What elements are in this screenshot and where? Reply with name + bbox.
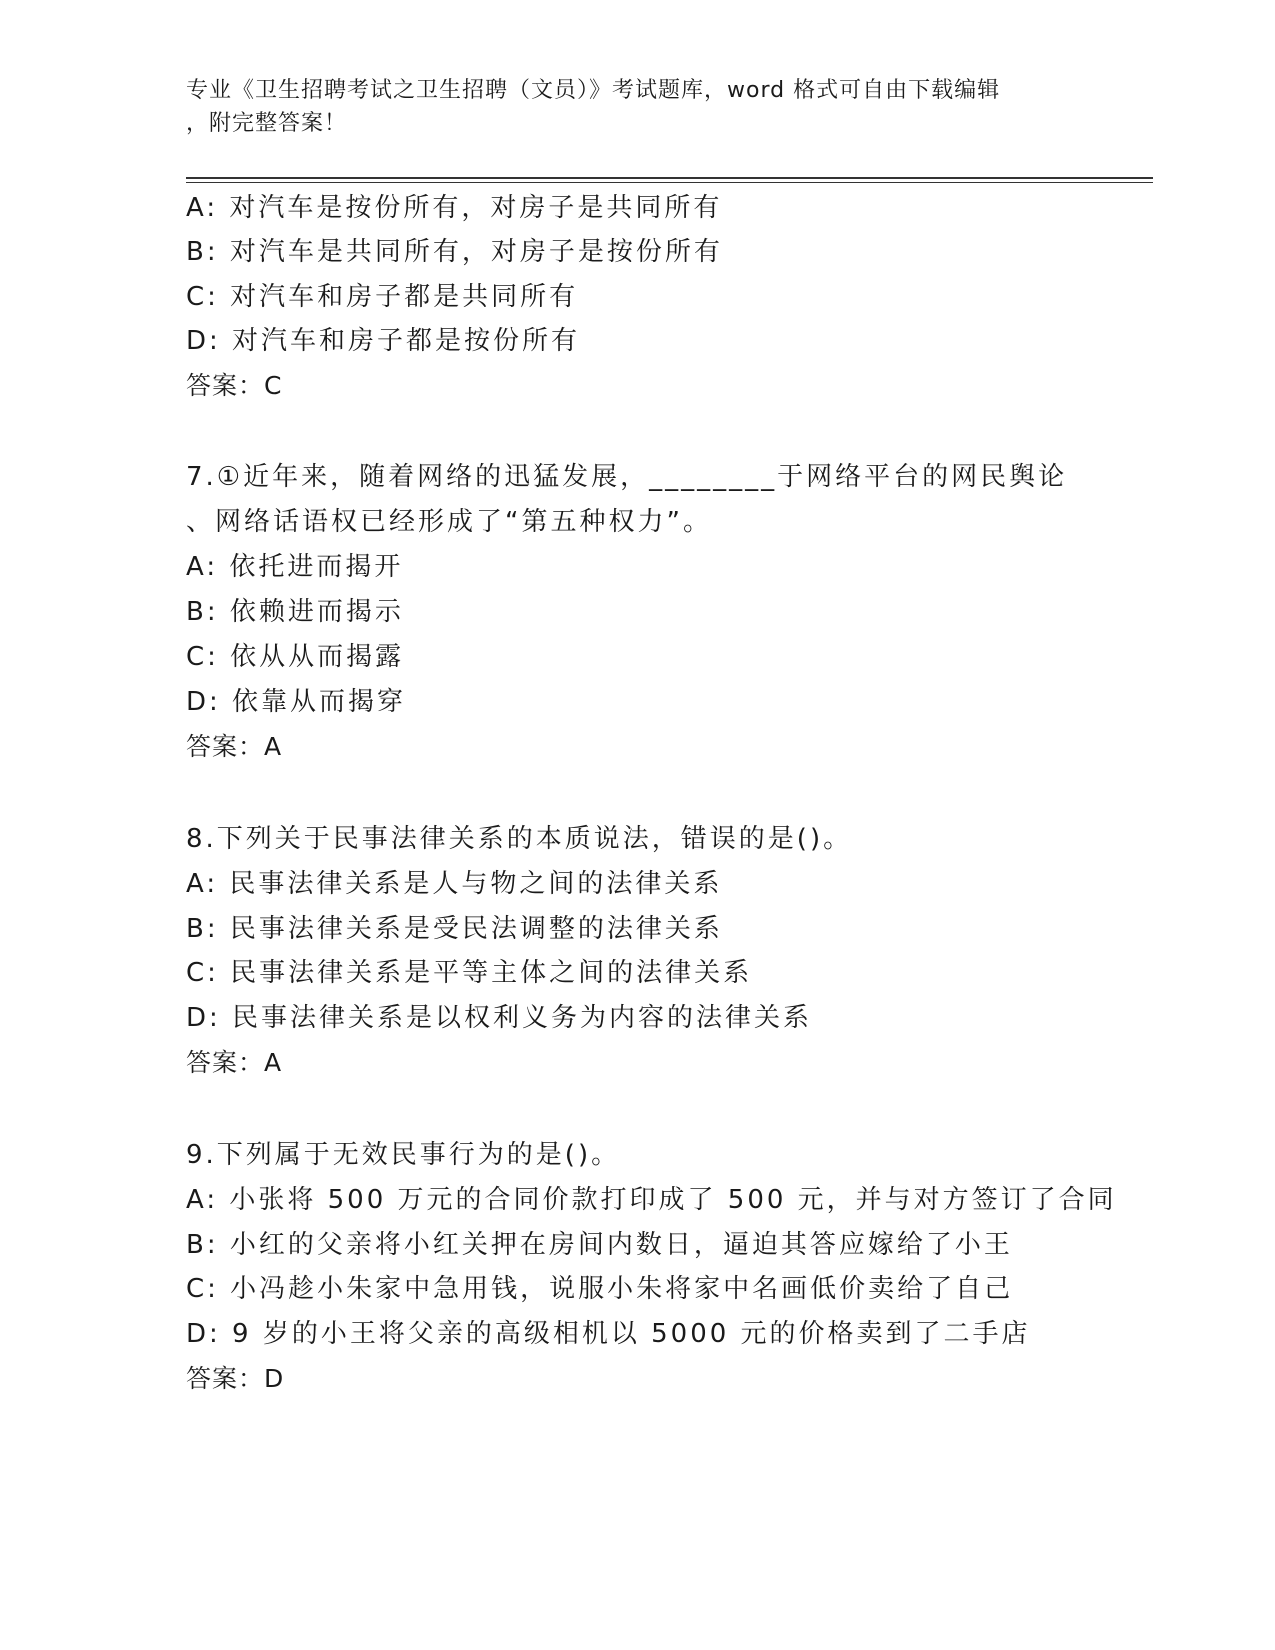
q8-stem: 8.下列关于民事法律关系的本质说法，错误的是()。 bbox=[186, 824, 853, 854]
q9-option-c: C: 小冯趁小朱家中急用钱，说服小朱将家中名画低价卖给了自己 bbox=[186, 1274, 1014, 1304]
q7-option-d: D: 依靠从而揭穿 bbox=[186, 687, 407, 717]
q6-option-b: B: 对汽车是共同所有，对房子是按份所有 bbox=[186, 237, 723, 267]
q8-option-c: C: 民事法律关系是平等主体之间的法律关系 bbox=[186, 958, 753, 988]
q7-stem-line-2: 、网络话语权已经形成了“第五种权力”。 bbox=[186, 507, 712, 537]
q7-stem-line-1: 7.①近年来，随着网络的迅猛发展，________于网络平台的网民舆论 bbox=[186, 462, 1068, 492]
q6-option-a: A: 对汽车是按份所有，对房子是共同所有 bbox=[186, 193, 723, 223]
header-divider-thin bbox=[186, 182, 1153, 183]
q8-option-d: D: 民事法律关系是以权利义务为内容的法律关系 bbox=[186, 1003, 813, 1033]
header-divider bbox=[186, 177, 1153, 179]
header-line-2: ，附完整答案！ bbox=[186, 111, 348, 136]
q9-option-d: D: 9 岁的小王将父亲的高级相机以 5000 元的价格卖到了二手店 bbox=[186, 1319, 1031, 1349]
q9-option-a: A: 小张将 500 万元的合同价款打印成了 500 元，并与对方签订了合同 bbox=[186, 1185, 1117, 1215]
q9-answer: 答案：D bbox=[186, 1364, 285, 1393]
q8-option-a: A: 民事法律关系是人与物之间的法律关系 bbox=[186, 869, 723, 899]
q9-stem: 9.下列属于无效民事行为的是()。 bbox=[186, 1140, 621, 1170]
header-line-1: 专业《卫生招聘考试之卫生招聘（文员）》考试题库，word 格式可自由下载编辑 bbox=[186, 78, 1001, 103]
q8-answer: 答案：A bbox=[186, 1048, 283, 1077]
document-header bbox=[186, 74, 1086, 140]
q7-option-c: C: 依从从而揭露 bbox=[186, 642, 405, 672]
q7-option-b: B: 依赖进而揭示 bbox=[186, 597, 404, 627]
q7-answer: 答案：A bbox=[186, 732, 283, 761]
q9-option-b: B: 小红的父亲将小红关押在房间内数日，逼迫其答应嫁给了小王 bbox=[186, 1230, 1013, 1260]
q6-answer: 答案：C bbox=[186, 371, 283, 400]
q8-option-b: B: 民事法律关系是受民法调整的法律关系 bbox=[186, 914, 723, 944]
q6-option-d: D: 对汽车和房子都是按份所有 bbox=[186, 326, 581, 356]
q6-option-c: C: 对汽车和房子都是共同所有 bbox=[186, 282, 579, 312]
q7-option-a: A: 依托进而揭开 bbox=[186, 552, 404, 582]
